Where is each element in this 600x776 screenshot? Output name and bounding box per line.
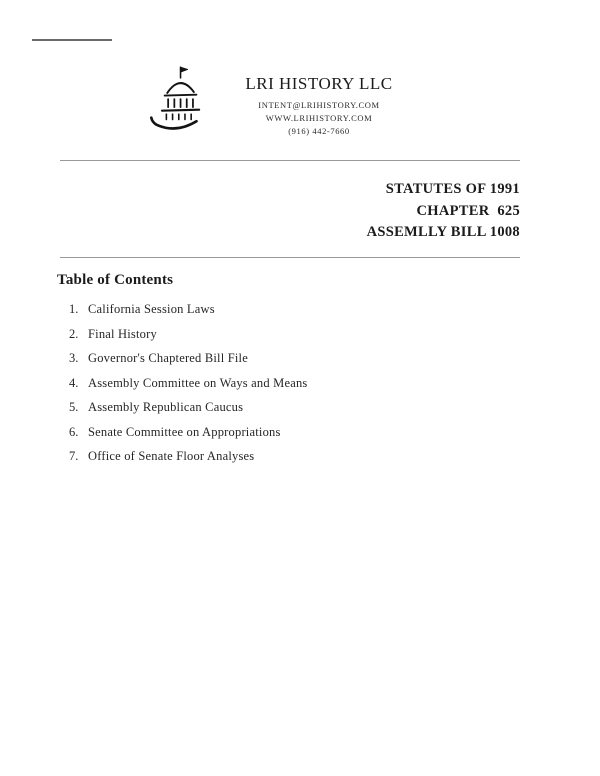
- toc-item-label: Office of Senate Floor Analyses: [88, 449, 255, 463]
- toc-item: [69, 352, 489, 366]
- toc-item: [69, 450, 489, 464]
- company-phone: (916) 442-7660: [288, 126, 350, 136]
- toc-item: [69, 303, 489, 317]
- statute-title-block: [220, 179, 520, 244]
- chapter-line: CHAPTER 625: [416, 202, 520, 219]
- toc-item: [69, 401, 489, 415]
- toc-item-label: Senate Committee on Appropriations: [88, 424, 281, 439]
- capitol-sketch-logo-icon: [146, 62, 208, 138]
- toc-item-label: Assembly Committee on Ways and Means: [88, 375, 308, 390]
- assembly-bill-line: ASSEMLLY BILL 1008: [366, 224, 520, 240]
- toc-item: [69, 426, 489, 440]
- divider-top: [60, 160, 520, 161]
- statutes-year-line: STATUTES OF 1991: [385, 181, 520, 197]
- toc-item-number: 1.: [69, 302, 79, 316]
- toc-item-label: Final History: [88, 326, 157, 341]
- toc-item: [69, 377, 489, 391]
- divider-bottom: [60, 257, 520, 258]
- company-block: [224, 62, 414, 138]
- company-website: WWW.LRIHISTORY.COM: [265, 113, 373, 123]
- company-email: INTENT@LRIHISTORY.COM: [258, 100, 380, 110]
- toc-item-label: Assembly Republican Caucus: [88, 400, 244, 414]
- toc-item-number: 4.: [69, 375, 79, 390]
- toc-heading: Table of Contents: [57, 272, 174, 288]
- toc-item-number: 7.: [69, 449, 79, 463]
- toc-item-number: 3.: [69, 351, 79, 365]
- scan-artifact-line: [32, 39, 112, 41]
- toc-item-label: California Session Laws: [88, 302, 215, 316]
- toc-list: [69, 303, 489, 475]
- letterhead: [146, 62, 414, 138]
- toc-item-label: Governor's Chaptered Bill File: [88, 351, 248, 365]
- company-name: LRI HISTORY LLC: [245, 74, 393, 93]
- toc-item-number: 5.: [69, 400, 79, 414]
- toc-item-number: 6.: [69, 424, 79, 439]
- toc-item: [69, 328, 489, 342]
- toc-item-number: 2.: [69, 326, 79, 341]
